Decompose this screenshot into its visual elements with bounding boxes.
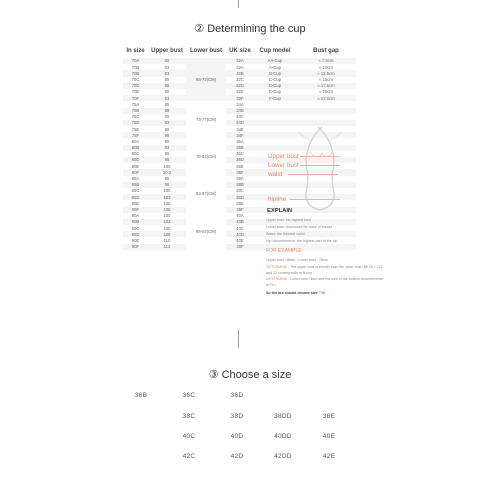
label-lower-bust: Lower bust: [268, 162, 299, 169]
cell-uk-size: 36A: [236, 138, 244, 144]
cell-upper-bust: 110: [163, 237, 171, 243]
cell-in-size: 80B: [131, 145, 140, 151]
cell-upper-bust: 88: [164, 107, 170, 113]
determine-label-1: DETERMINE :: [266, 265, 290, 269]
label-hipline: hipline: [268, 196, 287, 203]
cell-in-size: 80A: [131, 138, 140, 144]
cell-in-size: 75A: [131, 101, 140, 107]
cell-upper-bust: 103: [163, 219, 171, 225]
size-option[interactable]: 36C: [182, 392, 196, 399]
size-option[interactable]: 40D: [230, 433, 244, 440]
approx-icon: ≈: [317, 95, 321, 101]
explain-line-3: Waist: the thinnest waist: [266, 232, 305, 236]
size-option[interactable]: 42DD: [274, 453, 292, 460]
cell-upper-bust: 83: [164, 64, 170, 70]
cell-in-size: 85A: [131, 176, 140, 181]
cell-cup-model: F-Cup: [269, 95, 281, 101]
size-option[interactable]: 38D: [230, 413, 244, 420]
cell-in-size: 75C: [131, 114, 140, 120]
cell-uk-size: 36D: [236, 157, 244, 163]
cell-uk-size: 34A: [236, 101, 244, 107]
header-in-size: In size: [126, 47, 145, 54]
cell-uk-size: 40D: [236, 231, 244, 237]
cell-in-size: 85E: [131, 200, 140, 206]
cell-cup-model: B-Cup: [269, 70, 281, 76]
cell-upper-bust: 105: [163, 200, 171, 206]
cell-in-size: 90C: [131, 225, 140, 231]
upper-bust-line: [300, 156, 340, 157]
label-waist: waist: [268, 171, 283, 178]
bust-gap-value: 12.5cm: [320, 70, 335, 76]
cell-uk-size: 34C: [236, 114, 244, 120]
size-option[interactable]: 38E: [322, 413, 336, 420]
cell-uk-size: 40C: [236, 225, 244, 231]
cell-in-size: 80E: [131, 163, 140, 169]
cell-uk-size: 34D: [236, 120, 244, 126]
cell-in-size: 70D: [131, 83, 140, 89]
cell-lower-bust-group: 78-82(CM): [195, 154, 216, 160]
approx-icon: ≈: [318, 58, 323, 64]
cell-upper-bust: 98: [164, 182, 170, 188]
cell-uk-size: 34E: [236, 126, 244, 132]
cell-in-size: 85B: [131, 182, 140, 188]
cell-cup-model: AA-Cup: [267, 58, 283, 64]
size-option[interactable]: 42E: [322, 453, 336, 460]
cell-upper-bust: 100: [163, 163, 171, 169]
cell-upper-bust: 95: [164, 151, 170, 157]
cell-in-size: 75D: [131, 120, 140, 126]
cell-upper-bust: 98: [164, 132, 170, 138]
cell-uk-size: 38A: [236, 176, 244, 181]
cell-in-size: 90E: [131, 237, 140, 243]
bust-gap-value: 22.5cm: [320, 95, 335, 101]
cell-upper-bust: 113: [163, 244, 171, 250]
determine-line-2: [266, 277, 386, 288]
cell-in-size: 85F: [131, 206, 140, 212]
cell-upper-bust: 85: [164, 77, 170, 82]
example-title: FOR EXAMPLE:: [266, 248, 303, 254]
cell-uk-size: 32D: [236, 83, 244, 89]
approx-icon: ≈: [317, 70, 321, 76]
cell-uk-size: 38C: [236, 188, 244, 194]
cell-in-size: 70B: [131, 70, 140, 76]
cell-uk-size: 38F: [236, 206, 244, 212]
cell-in-size: 70E: [131, 89, 140, 95]
cell-uk-size: 36B: [236, 145, 244, 151]
approx-icon: ≈: [319, 89, 323, 95]
cell-uk-size: 40E: [236, 237, 244, 243]
cell-upper-bust: 108: [163, 206, 171, 212]
size-option[interactable]: 40DD: [274, 433, 292, 440]
top-divider: [238, 0, 239, 8]
determine-text-2: Lower bust 76cm see the size of the bottom circumference is 75 L: [266, 277, 384, 287]
cell-uk-size: 40B: [236, 219, 244, 225]
cell-upper-bust: 10.3: [162, 169, 172, 175]
approx-icon: ≈: [319, 77, 323, 82]
cell-in-size: 80C: [131, 151, 140, 157]
determine-line-1: [266, 265, 386, 276]
size-option[interactable]: 40C: [182, 433, 196, 440]
bust-gap-value: 17.5cm: [320, 83, 335, 89]
section-title-determine-cup: ② Determining the cup: [194, 23, 306, 35]
size-option[interactable]: 40E: [322, 433, 336, 440]
cell-upper-bust: 90: [164, 114, 170, 120]
size-option[interactable]: 42D: [230, 453, 244, 460]
cell-in-size: 75F: [131, 132, 140, 138]
bust-gap-value: 7.5cm: [322, 58, 334, 64]
cell-in-size: 75B: [131, 107, 140, 113]
cell-uk-size: 36F: [236, 169, 244, 175]
cell-uk-size: 38E: [236, 200, 244, 206]
cell-in-size: 90F: [131, 244, 140, 250]
cell-upper-bust: 108: [163, 231, 171, 237]
cell-uk-size: 38B: [236, 182, 244, 188]
size-option[interactable]: 36B: [134, 392, 148, 399]
explain-line-4: Hip circumference: the highest part of the hip: [266, 239, 338, 243]
cell-in-size: 80F: [131, 169, 140, 175]
label-upper-bust: Upper bust: [268, 153, 299, 160]
size-option[interactable]: 38C: [182, 413, 196, 420]
cell-upper-bust: 95: [164, 176, 170, 181]
cell-cup-model: E-Cup: [269, 89, 281, 95]
example-line: Upper bust : 88cm , Lower bust : 76cm: [266, 258, 328, 262]
cell-lower-bust-group: 88-92(CM): [195, 228, 216, 234]
cell-uk-size: 34F: [236, 132, 244, 138]
cell-in-size: 70B: [131, 64, 140, 70]
cell-in-size: 70A: [131, 58, 140, 64]
cell-uk-size: 32F: [236, 95, 244, 101]
size-option[interactable]: 42C: [182, 453, 196, 460]
section-title-choose-size: ③ Choose a size: [208, 369, 292, 381]
cell-upper-bust: 80: [164, 58, 170, 64]
cell-in-size: 90D: [131, 231, 140, 237]
cell-in-size: 80D: [131, 157, 140, 163]
cell-uk-size: 36C: [236, 151, 244, 157]
cell-cup-model: C-Cup: [268, 77, 282, 82]
cell-uk-size: 40F: [236, 244, 244, 250]
cell-cup-model: A-Cup: [269, 64, 281, 70]
cell-uk-size: 32A: [236, 58, 244, 64]
cell-upper-bust: 103: [163, 194, 171, 200]
bust-gap-value: 20cm: [322, 89, 333, 95]
cell-in-size: 70C: [131, 77, 140, 82]
cell-in-size: 90A: [131, 213, 140, 219]
waist-line: [288, 174, 338, 175]
bust-gap-value: 15cm: [322, 77, 333, 82]
size-option[interactable]: 38DD: [274, 413, 292, 420]
header-bust-gap: Bust gap: [313, 47, 339, 54]
size-option[interactable]: 36D: [230, 392, 244, 399]
determine-label-2: DETERMINE :: [266, 277, 290, 281]
cell-upper-bust: 100: [163, 188, 171, 194]
hipline-line: [290, 199, 340, 200]
conclusion-line: [266, 291, 325, 297]
cell-upper-bust: 100: [163, 213, 171, 219]
cell-uk-size: 32E: [236, 89, 244, 95]
cell-upper-bust: 93: [164, 145, 170, 151]
explain-title: EXPLAIN: [267, 208, 293, 214]
cell-upper-bust: 93: [164, 95, 170, 101]
determine-text-1: The upper bust is shorter than the lower bust (88-76 = 12), and 12 corresponds to B cup: [266, 265, 384, 275]
cell-lower-bust-group: 73-77(CM): [195, 117, 216, 123]
conclusion-text: So the bra should choose size: [266, 291, 319, 295]
header-upper-bust: Upper bust: [151, 47, 183, 54]
cell-upper-bust: 93: [164, 120, 170, 126]
cell-upper-bust: 95: [164, 126, 170, 132]
header-lower-bust: Lower bust: [189, 47, 222, 54]
approx-icon: ≈: [319, 64, 323, 70]
cell-in-size: 75E: [131, 126, 140, 132]
header-uk-size: UK size: [229, 47, 251, 54]
cell-lower-bust-group: 68-72(CM): [195, 77, 216, 82]
cell-upper-bust: 105: [163, 225, 171, 231]
bust-gap-value: 10cm: [322, 64, 333, 70]
explain-line-1: Upper bust: the highest bust: [266, 218, 311, 222]
cell-in-size: 85C: [131, 188, 140, 194]
cell-in-size: 90B: [131, 219, 140, 225]
cell-upper-bust: 90: [164, 138, 170, 144]
lower-bust-line: [300, 165, 340, 166]
conclusion-size: 75B: [318, 291, 326, 295]
cell-uk-size: 34B: [236, 107, 244, 113]
cell-upper-bust: 88: [164, 83, 170, 89]
approx-icon: ≈: [317, 83, 321, 89]
cell-upper-bust: 85: [164, 101, 170, 107]
cell-in-size: 85D: [131, 194, 140, 200]
cell-uk-size: 38D: [236, 194, 244, 200]
size-table-header: [123, 45, 356, 58]
section-divider: [238, 330, 239, 348]
cell-cup-model: D-Cup: [268, 83, 282, 89]
cell-uk-size: 40A: [236, 213, 244, 219]
cell-upper-bust: 98: [164, 157, 170, 163]
cell-uk-size: 32A: [236, 64, 244, 70]
cell-uk-size: 36E: [236, 163, 244, 169]
cell-upper-bust: 90: [164, 89, 170, 95]
cell-upper-bust: 83: [164, 70, 170, 76]
cell-in-size: 70F: [131, 95, 140, 101]
cell-lower-bust-group: 83-87(CM): [195, 191, 216, 197]
header-cup-model: Cup model: [259, 47, 291, 54]
cell-uk-size: 32C: [236, 77, 244, 82]
cell-uk-size: 32B: [236, 70, 244, 76]
explain-line-2: Lower bust: downward the base of breast: [266, 225, 332, 229]
